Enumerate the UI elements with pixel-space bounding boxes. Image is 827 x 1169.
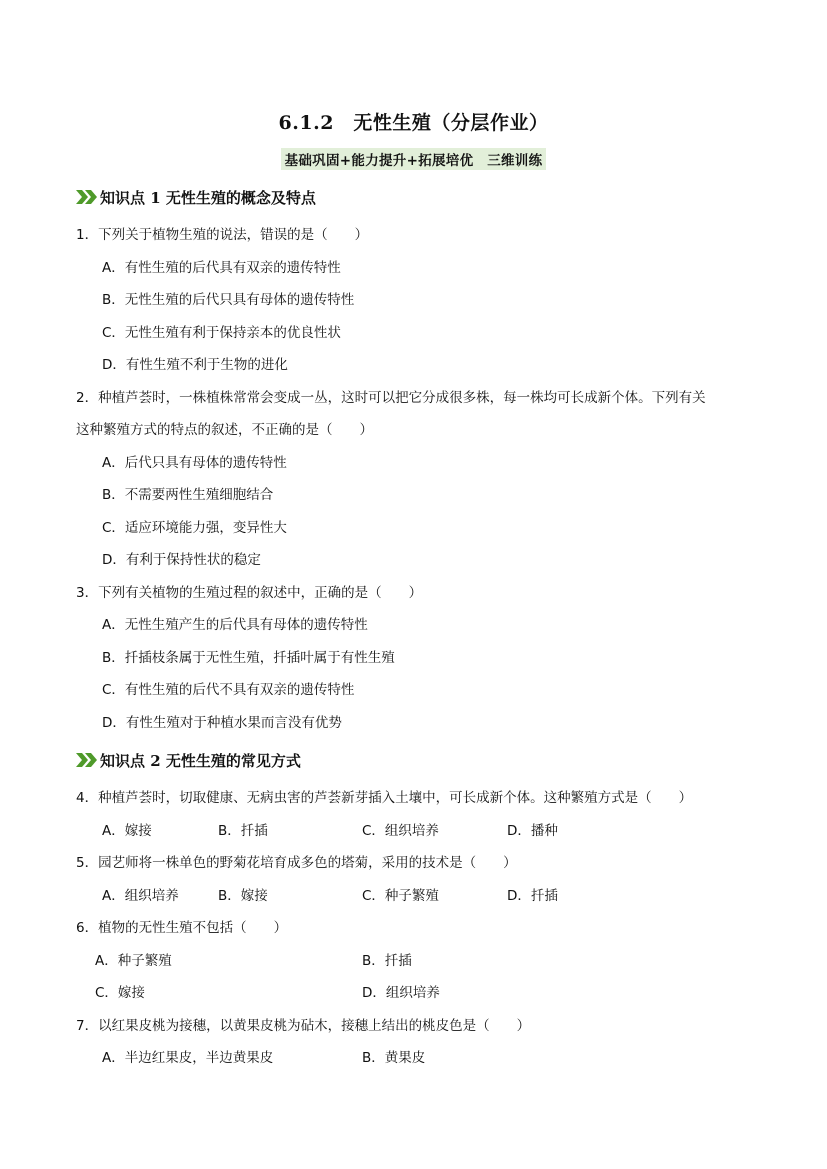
answer-option: A．组织培养	[102, 888, 179, 904]
question-stem: 4．种植芦荟时，切取健康、无病虫害的芦荟新芽插入土壤中，可长成新个体。这种繁殖方式是（ ）	[76, 790, 693, 806]
answer-option: A．种子繁殖	[95, 953, 172, 969]
answer-option: C．有性生殖的后代不具有双亲的遗传特性	[102, 682, 355, 698]
answer-option: B．无性生殖的后代只具有母体的遗传特性	[102, 292, 355, 308]
answer-option: C．种子繁殖	[362, 888, 439, 904]
question-stem: 3．下列有关植物的生殖过程的叙述中，正确的是（ ）	[76, 585, 423, 601]
answer-option: D．有性生殖对于种植水果而言没有优势	[102, 715, 342, 731]
answer-option: A．无性生殖产生的后代具有母体的遗传特性	[102, 617, 368, 633]
page-subtitle: 基础巩固+能力提升+拓展培优 三维训练	[281, 148, 547, 170]
answer-option: B．黄果皮	[362, 1050, 426, 1066]
answer-option: D．组织培养	[362, 985, 440, 1001]
answer-option: B．扦插	[362, 953, 412, 969]
answer-option: A．后代只具有母体的遗传特性	[102, 455, 287, 471]
answer-option: C．组织培养	[362, 823, 439, 839]
answer-option: D．播种	[507, 823, 558, 839]
answer-option: C．适应环境能力强，变异性大	[102, 520, 287, 536]
question-stem: 1．下列关于植物生殖的说法，错误的是（ ）	[76, 227, 369, 243]
answer-option: C．嫁接	[95, 985, 145, 1001]
answer-option: B．不需要两性生殖细胞结合	[102, 487, 274, 503]
section-label: 知识点 1 无性生殖的概念及特点	[100, 188, 316, 207]
question-stem: 2．种植芦荟时，一株植株常常会变成一丛，这时可以把它分成很多株，每一株均可长成新个体。下列有关	[76, 390, 706, 406]
question-stem: 5．园艺师将一株单色的野菊花培育成多色的塔菊，采用的技术是（ ）	[76, 855, 517, 871]
section-heading	[76, 750, 301, 770]
section-label: 知识点 2 无性生殖的常见方式	[100, 751, 301, 770]
answer-option: B．扦插枝条属于无性生殖，扦插叶属于有性生殖	[102, 650, 395, 666]
answer-option: B．扦插	[218, 823, 268, 839]
answer-option: D．扦插	[507, 888, 558, 904]
question-stem: 6．植物的无性生殖不包括（ ）	[76, 920, 288, 936]
double-chevron-icon	[76, 190, 98, 204]
question-stem-continued: 这种繁殖方式的特点的叙述，不正确的是（ ）	[76, 422, 373, 438]
double-chevron-icon	[76, 753, 98, 767]
question-stem: 7．以红果皮桃为接穗，以黄果皮桃为砧木，接穗上结出的桃皮色是（ ）	[76, 1018, 531, 1034]
answer-option: D．有性生殖不利于生物的进化	[102, 357, 288, 373]
answer-option: C．无性生殖有利于保持亲本的优良性状	[102, 325, 341, 341]
answer-option: A．半边红果皮，半边黄果皮	[102, 1050, 274, 1066]
answer-option: A．有性生殖的后代具有双亲的遗传特性	[102, 260, 341, 276]
answer-option: A．嫁接	[102, 823, 152, 839]
answer-option: B．嫁接	[218, 888, 268, 904]
section-heading	[76, 187, 316, 207]
answer-option: D．有利于保持性状的稳定	[102, 552, 261, 568]
page-title: 6.1.2 无性生殖（分层作业）	[278, 112, 549, 134]
